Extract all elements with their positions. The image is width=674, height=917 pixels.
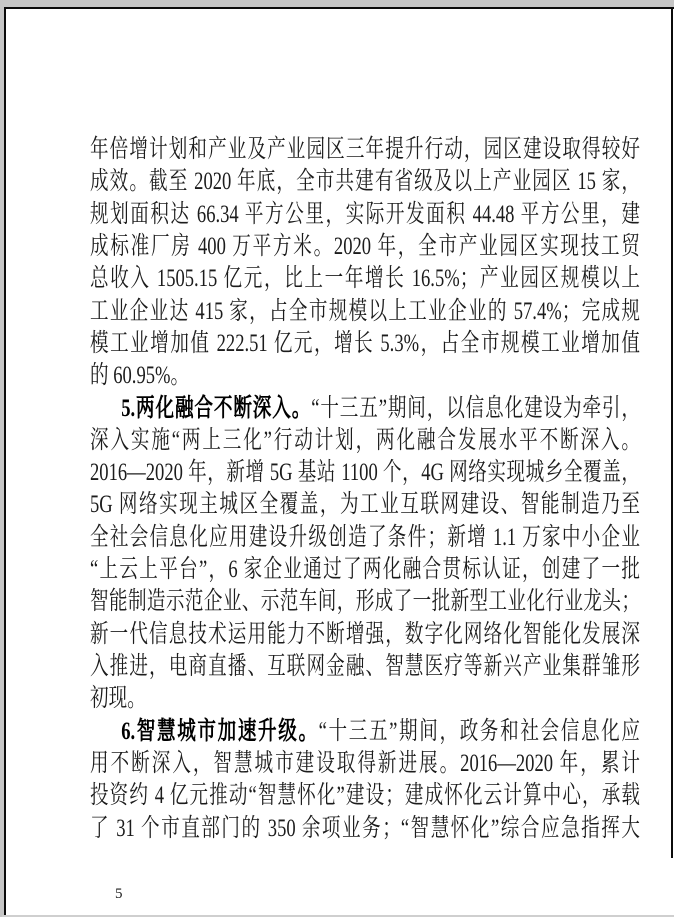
text-line	[90, 166, 640, 198]
text-line	[90, 489, 640, 521]
page-border-right	[671, 7, 673, 858]
text-run: 入推进，电商直播、互联网金融、智慧医疗等新兴产业集群雏形	[90, 653, 640, 680]
text-run: 成效。截至 2020 年底，全市共建有省级及以上产业园区 15 家，	[90, 168, 640, 196]
text-run: 新一代信息技术运用能力不断增强，数字化网络化智能化发展深	[90, 620, 640, 648]
text-run: 深入实施“两上三化”行动计划，两化融合发展水平不断深入。	[90, 426, 640, 454]
text-line	[90, 748, 640, 780]
text-line	[90, 813, 640, 845]
text-run: “十三五”期间，政务和社会信息化应	[318, 717, 640, 745]
heading-run: 5.两化融合不断深入。	[121, 394, 312, 422]
page-border-left	[4, 7, 6, 917]
text-run: 年倍增计划和产业及产业园区三年提升行动，园区建设取得较好	[90, 136, 640, 163]
text-line	[90, 683, 640, 715]
text-line	[90, 586, 640, 618]
text-run: 2016—2020 年，新增 5G 基站 1100 个，4G 网络实现城乡全覆盖，	[90, 459, 640, 487]
text-line	[90, 328, 640, 360]
text-run: “上云上平台”，6 家企业通过了两化融合贯标认证，创建了一批	[90, 556, 640, 584]
text-line	[90, 425, 640, 457]
text-line	[90, 651, 640, 683]
page-border-top	[4, 7, 674, 9]
text-line	[90, 263, 640, 295]
text-line	[90, 619, 640, 651]
text-line	[90, 360, 640, 392]
text-run: 5G 网络实现主城区全覆盖，为工业互联网建设、智能制造乃至	[90, 491, 640, 519]
text-line	[90, 780, 640, 812]
text-line	[90, 296, 640, 328]
text-run: 总收入 1505.15 亿元，比上一年增长 16.5%；产业园区规模以上	[90, 265, 640, 293]
text-run: 全社会信息化应用建设升级创造了条件；新增 1.1 万家中小企业	[90, 523, 640, 551]
text-run: 智能制造示范企业、示范车间，形成了一批新型工业化行业龙头；	[90, 588, 640, 616]
text-run: 模工业增加值 222.51 亿元，增长 5.3%，占全市规模工业增加值	[90, 329, 640, 357]
heading-run: 6.智慧城市加速升级。	[121, 717, 319, 745]
body-text	[90, 134, 650, 845]
text-line	[90, 457, 640, 489]
text-run: 工业企业达 415 家，占全市规模以上工业企业的 57.4%；完成规	[90, 297, 640, 325]
text-line	[90, 199, 640, 231]
document-page	[6, 9, 674, 917]
text-run: 了 31 个市直部门的 350 余项业务；“智慧怀化”综合应急指挥大	[90, 814, 640, 842]
text-run: 初现。	[90, 685, 146, 713]
text-line	[90, 716, 640, 748]
text-run: 投资约 4 亿元推动“智慧怀化”建设；建成怀化云计算中心，承载	[90, 782, 640, 810]
text-line	[90, 231, 640, 263]
text-line	[90, 393, 640, 425]
text-run: 成标准厂房 400 万平方米。2020 年，全市产业园区实现技工贸	[90, 232, 640, 260]
text-run: 用不断深入，智慧城市建设取得新进展。2016—2020 年，累计	[90, 749, 640, 777]
page-number: 5	[115, 886, 123, 902]
text-line	[90, 522, 640, 554]
text-run: “十三五”期间，以信息化建设为牵引，	[311, 394, 640, 422]
text-line	[90, 554, 640, 586]
text-line	[90, 134, 640, 166]
text-run: 的 60.95%。	[90, 362, 190, 390]
text-run: 规划面积达 66.34 平方公里，实际开发面积 44.48 平方公里，建	[90, 200, 640, 228]
